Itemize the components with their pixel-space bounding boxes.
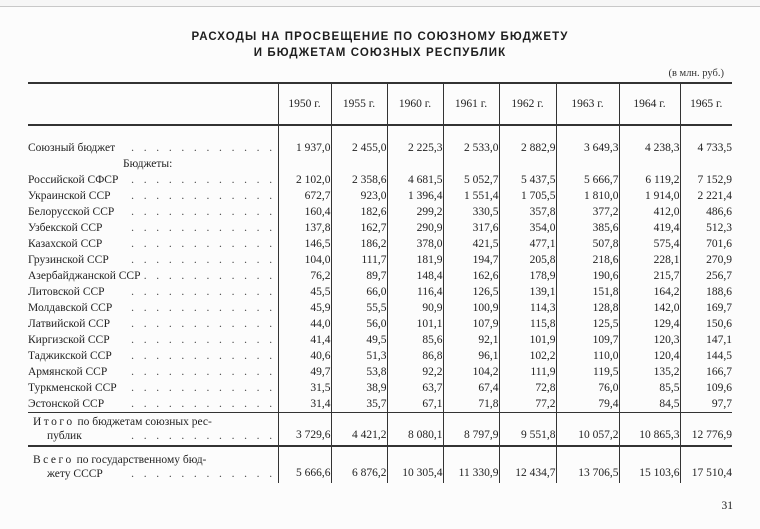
cell-value: 55,5 [331,300,387,316]
cell-value: 77,2 [499,396,556,413]
cell-value: 86,8 [387,348,443,364]
cell-value: 162,6 [443,268,499,284]
empty-cell [331,156,387,172]
cell-value: 182,6 [331,204,387,220]
row-label: Туркменской ССР . . . . . . . . . . . . [28,382,276,394]
republic-row [28,236,732,252]
cell-value: 507,8 [556,236,619,252]
cell-value: 186,2 [331,236,387,252]
row-label: Всего по государственному бюд- жету СССР . . . . . . . . . . . . [33,454,276,480]
cell-value: 12 776,9 [680,413,732,447]
republic-row [28,252,732,268]
leader-dots: . . . . . . . . . . . . [131,366,276,378]
column-header: 1960 г. [387,83,443,125]
cell-value: 299,2 [387,204,443,220]
cell-value: 190,6 [556,268,619,284]
cell-value: 15 103,6 [619,446,680,483]
leader-dots: . . . . . . . . . . . . [131,254,276,266]
cell-value: 120,3 [619,332,680,348]
leader-dots: . . . . . . . . . . . . [131,206,276,218]
row-label: Узбекской ССР . . . . . . . . . . . . [28,222,276,234]
empty-cell [680,156,732,172]
cell-value: 13 706,5 [556,446,619,483]
leader-dots: . . . . . . . . . . . . [131,238,276,250]
cell-value: 85,5 [619,380,680,396]
cell-value: 41,4 [278,332,331,348]
row-label: Литовской ССР . . . . . . . . . . . . [28,286,276,298]
cell-value: 35,7 [331,396,387,413]
cell-value: 3 729,6 [278,413,331,447]
cell-value: 129,4 [619,316,680,332]
cell-value: 2 358,6 [331,172,387,188]
row-label: Латвийской ССР . . . . . . . . . . . . [28,318,276,330]
cell-value: 357,8 [499,204,556,220]
cell-value: 378,0 [387,236,443,252]
column-header: 1955 г. [331,83,387,125]
cell-value: 109,6 [680,380,732,396]
leader-dots: . . . . . . . . . . . . [131,430,276,442]
cell-value: 419,4 [619,220,680,236]
cell-value: 147,1 [680,332,732,348]
leader-dots: . . . . . . . . . . . . [131,468,276,480]
republic-row [28,396,732,413]
unit-note: (в млн. руб.) [668,68,724,79]
cell-value: 31,4 [278,396,331,413]
republic-row [28,332,732,348]
cell-value: 701,6 [680,236,732,252]
table-title-line-2: И БЮДЖЕТАМ СОЮЗНЫХ РЕСПУБЛИК [253,47,507,59]
cell-value: 194,7 [443,252,499,268]
cell-value: 164,2 [619,284,680,300]
leader-dots: . . . . . . . . . . . . [131,142,276,154]
cell-value: 166,7 [680,364,732,380]
cell-value: 1 396,4 [387,188,443,204]
cell-value: 12 434,7 [499,446,556,483]
republic-row [28,316,732,332]
cell-value: 181,9 [387,252,443,268]
cell-value: 160,4 [278,204,331,220]
row-label: Грузинской ССР . . . . . . . . . . . . [28,254,276,266]
cell-value: 116,4 [387,284,443,300]
cell-value: 67,4 [443,380,499,396]
empty-cell [499,156,556,172]
cell-value: 2 102,0 [278,172,331,188]
cell-value: 4 733,5 [680,125,732,156]
row-label: Эстонской ССР . . . . . . . . . . . . [28,396,278,413]
cell-value: 63,7 [387,380,443,396]
header-label-cell [28,83,278,125]
cell-value: 5 437,5 [499,172,556,188]
cell-value: 110,0 [556,348,619,364]
empty-cell [278,156,331,172]
cell-value: 92,1 [443,332,499,348]
cell-value: 354,0 [499,220,556,236]
empty-cell [619,156,680,172]
cell-value: 125,5 [556,316,619,332]
cell-value: 79,4 [556,396,619,413]
republic-row [28,172,732,188]
row-label: Таджикской ССР . . . . . . . . . . . . [28,350,276,362]
cell-value: 119,5 [556,364,619,380]
cell-value: 111,7 [331,252,387,268]
column-header: 1950 г. [278,83,331,125]
cell-value: 56,0 [331,316,387,332]
cell-value: 150,6 [680,316,732,332]
cell-value: 1 914,0 [619,188,680,204]
grand-total-row [28,446,732,483]
cell-value: 146,5 [278,236,331,252]
cell-value: 120,4 [619,348,680,364]
cell-value: 290,9 [387,220,443,236]
cell-value: 5 666,7 [556,172,619,188]
cell-value: 104,2 [443,364,499,380]
cell-value: 51,3 [331,348,387,364]
cell-value: 49,7 [278,364,331,380]
leader-dots: . . . . . . . . . . . . [131,398,276,410]
cell-value: 96,1 [443,348,499,364]
cell-value: 137,8 [278,220,331,236]
leader-dots: . . . . . . . . . . . . [131,174,276,186]
leader-dots: . . . . . . . . . . . . [131,286,276,298]
cell-value: 270,9 [680,252,732,268]
leader-dots: . . . . . . . . . . . . [131,270,276,282]
leader-dots: . . . . . . . . . . . . [131,350,276,362]
column-header: 1962 г. [499,83,556,125]
cell-value: 90,9 [387,300,443,316]
cell-value: 76,0 [556,380,619,396]
cell-value: 135,2 [619,364,680,380]
cell-value: 76,2 [278,268,331,284]
cell-value: 5 052,7 [443,172,499,188]
cell-value: 1 810,0 [556,188,619,204]
cell-value: 7 152,9 [680,172,732,188]
cell-value: 575,4 [619,236,680,252]
cell-value: 71,8 [443,396,499,413]
cell-value: 8 080,1 [387,413,443,447]
cell-value: 101,1 [387,316,443,332]
cell-value: 178,9 [499,268,556,284]
union-budget-row [28,125,732,156]
republic-row [28,284,732,300]
empty-cell [387,156,443,172]
row-label: Союзный бюджет . . . . . . . . . . . . [28,142,276,154]
leader-dots: . . . . . . . . . . . . [131,222,276,234]
page-number: 31 [721,500,733,512]
row-label: Итого по бюджетам союзных рес- публик . . . . . . . . . . . . [33,416,276,442]
cell-value: 923,0 [331,188,387,204]
republic-row [28,348,732,364]
cell-value: 6 119,2 [619,172,680,188]
cell-value: 2 221,4 [680,188,732,204]
cell-value: 97,7 [680,396,732,413]
cell-value: 4 681,5 [387,172,443,188]
republic-row [28,380,732,396]
subheader-row [28,156,732,172]
cell-value: 412,0 [619,204,680,220]
cell-value: 84,5 [619,396,680,413]
row-label: Белорусской ССР . . . . . . . . . . . . [28,206,276,218]
republic-row [28,268,732,284]
cell-value: 139,1 [499,284,556,300]
cell-value: 218,6 [556,252,619,268]
cell-value: 10 305,4 [387,446,443,483]
cell-value: 142,0 [619,300,680,316]
cell-value: 53,8 [331,364,387,380]
cell-value: 330,5 [443,204,499,220]
cell-value: 188,6 [680,284,732,300]
row-label: Киргизской ССР . . . . . . . . . . . . [28,334,276,346]
empty-cell [556,156,619,172]
cell-value: 256,7 [680,268,732,284]
leader-dots: . . . . . . . . . . . . [131,334,276,346]
cell-value: 5 666,6 [278,446,331,483]
cell-value: 9 551,8 [499,413,556,447]
republic-row [28,188,732,204]
republic-row [28,220,732,236]
cell-value: 162,7 [331,220,387,236]
cell-value: 89,7 [331,268,387,284]
header-row [28,83,732,125]
cell-value: 144,5 [680,348,732,364]
cell-value: 100,9 [443,300,499,316]
cell-value: 17 510,4 [680,446,732,483]
cell-value: 10 057,2 [556,413,619,447]
cell-value: 114,3 [499,300,556,316]
cell-value: 126,5 [443,284,499,300]
cell-value: 3 649,3 [556,125,619,156]
cell-value: 11 330,9 [443,446,499,483]
cell-value: 45,9 [278,300,331,316]
row-label: Молдавской ССР . . . . . . . . . . . . [28,302,276,314]
cell-value: 2 882,9 [499,125,556,156]
total-republics-row [28,413,732,447]
cell-value: 148,4 [387,268,443,284]
row-label: Российской СФСР . . . . . . . . . . . . [28,174,276,186]
cell-value: 44,0 [278,316,331,332]
subheader-label: Бюджеты: [123,158,173,170]
column-header: 1961 г. [443,83,499,125]
cell-value: 512,3 [680,220,732,236]
row-label: Украинской ССР . . . . . . . . . . . . [28,190,276,202]
column-header: 1965 г. [680,83,732,125]
leader-dots: . . . . . . . . . . . . [131,190,276,202]
cell-value: 1 705,5 [499,188,556,204]
cell-value: 2 533,0 [443,125,499,156]
republic-row [28,300,732,316]
cell-value: 2 225,3 [387,125,443,156]
cell-value: 151,8 [556,284,619,300]
cell-value: 109,7 [556,332,619,348]
cell-value: 228,1 [619,252,680,268]
cell-value: 8 797,9 [443,413,499,447]
cell-value: 72,8 [499,380,556,396]
leader-dots: . . . . . . . . . . . . [131,382,276,394]
leader-dots: . . . . . . . . . . . . [131,318,276,330]
cell-value: 104,0 [278,252,331,268]
cell-value: 672,7 [278,188,331,204]
cell-value: 169,7 [680,300,732,316]
cell-value: 67,1 [387,396,443,413]
republic-row [28,364,732,380]
row-label: Азербайджанской ССР . . . . . . . . . . . . [28,270,276,282]
cell-value: 421,5 [443,236,499,252]
cell-value: 1 937,0 [278,125,331,156]
cell-value: 38,9 [331,380,387,396]
cell-value: 4 421,2 [331,413,387,447]
cell-value: 10 865,3 [619,413,680,447]
cell-value: 1 551,4 [443,188,499,204]
cell-value: 486,6 [680,204,732,220]
cell-value: 101,9 [499,332,556,348]
cell-value: 317,6 [443,220,499,236]
cell-value: 2 455,0 [331,125,387,156]
cell-value: 66,0 [331,284,387,300]
cell-value: 377,2 [556,204,619,220]
empty-cell [443,156,499,172]
cell-value: 205,8 [499,252,556,268]
column-header: 1964 г. [619,83,680,125]
cell-value: 115,8 [499,316,556,332]
cell-value: 85,6 [387,332,443,348]
viewer-top-bar [0,0,760,7]
cell-value: 102,2 [499,348,556,364]
cell-value: 40,6 [278,348,331,364]
cell-value: 49,5 [331,332,387,348]
cell-value: 6 876,2 [331,446,387,483]
cell-value: 31,5 [278,380,331,396]
cell-value: 4 238,3 [619,125,680,156]
leader-dots: . . . . . . . . . . . . [131,302,276,314]
cell-value: 385,6 [556,220,619,236]
cell-value: 215,7 [619,268,680,284]
cell-value: 107,9 [443,316,499,332]
cell-value: 128,8 [556,300,619,316]
row-label: Казахской ССР . . . . . . . . . . . . [28,238,276,250]
education-expenditure-table [28,82,732,483]
cell-value: 111,9 [499,364,556,380]
table-title-line-1: РАСХОДЫ НА ПРОСВЕЩЕНИЕ ПО СОЮЗНОМУ БЮДЖЕТУ [191,31,569,43]
cell-value: 92,2 [387,364,443,380]
column-header: 1963 г. [556,83,619,125]
republic-row [28,204,732,220]
row-label: Армянской ССР . . . . . . . . . . . . [28,366,276,378]
cell-value: 45,5 [278,284,331,300]
cell-value: 477,1 [499,236,556,252]
